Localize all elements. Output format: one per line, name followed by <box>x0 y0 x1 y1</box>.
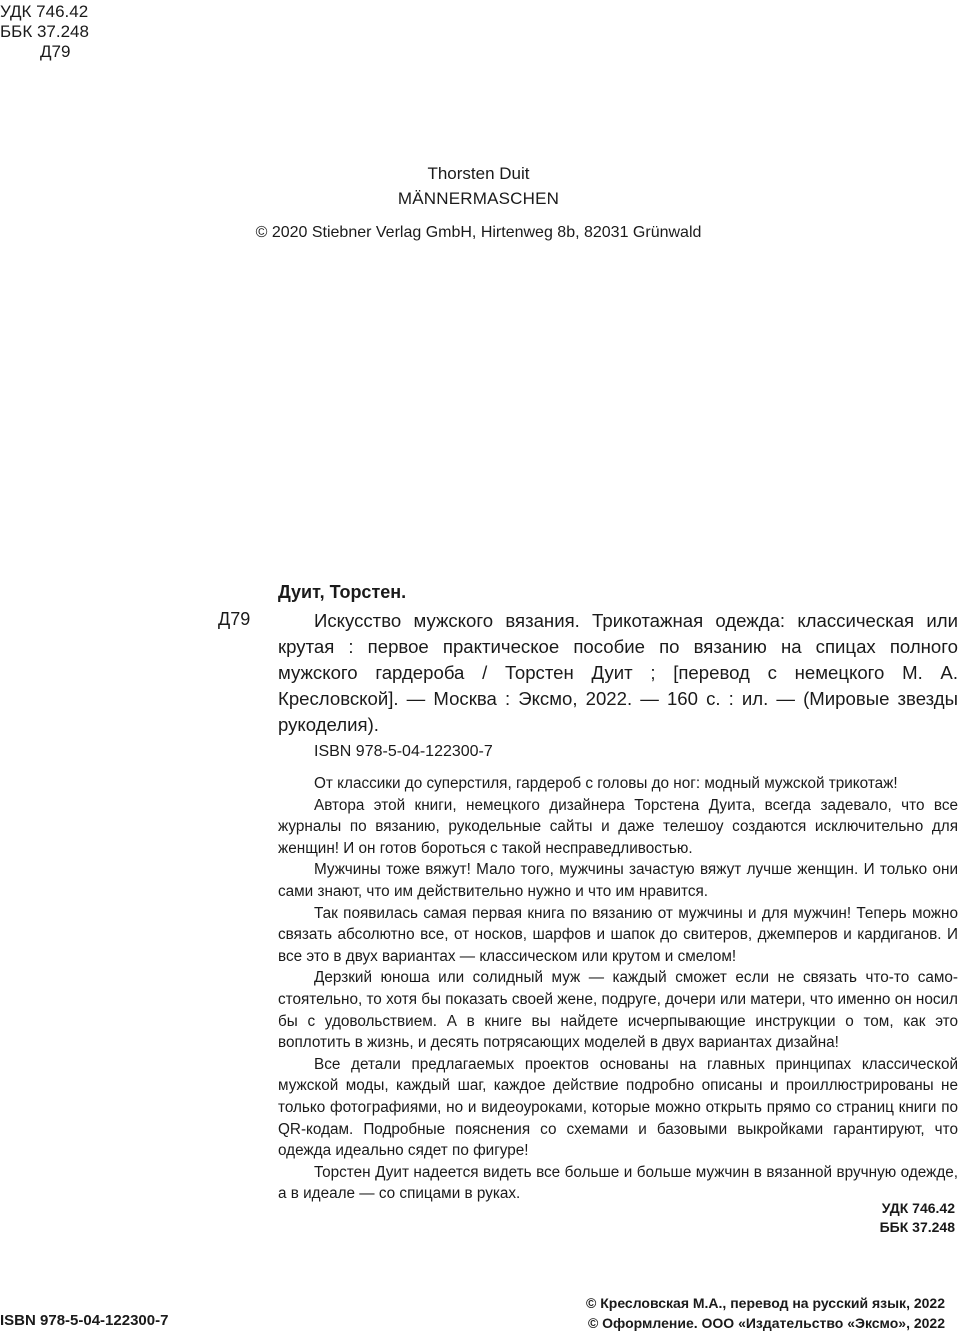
copyright-design: © Оформление. ООО «Издательство «Эксмо», 2022 <box>587 1315 945 1331</box>
classification-codes-bottom <box>880 1199 955 1237</box>
footer-isbn: ISBN 978-5-04-122300-7 <box>0 1312 169 1329</box>
annotation-paragraph: От классики до суперстиля, гардероб с головы до ног: модный мужской трикотаж! <box>314 775 898 792</box>
bib-description: Искусство мужского вязания. Трикотажная одежда: классическая или крутая : первое практическое пособие по вязанию на спицах полного мужского гардероба / Торстен Дуит ; [перевод с немецкого М. А. Кресловской]. — Москва : Эксмо, 2022. — 160 с. : ил. — (Мировые звезды рукоделия). <box>278 610 958 735</box>
annotation-paragraph: Так появилась самая первая книга по вязанию от мужчины и для мужчин! Теперь можно связать абсолютно все, от носков, шарфов и шапок до свитеров, джемперов и кардиганов. И все это в двух вариантах — классическом или крутом и смелом! <box>278 904 958 965</box>
annotation-paragraph: Мужчины тоже вяжут! Мало того, мужчины зачастую вяжут лучше женщин. И только они сами знают, что им действительно нужно и что им нравится. <box>278 861 958 900</box>
bbk-code-bottom: ББК 37.248 <box>879 1219 955 1235</box>
annotation-paragraph: Торстен Дуит надеется видеть все больше и больше мужчин в вязанной вручную одежде, а в идеале — со спицами в руках. <box>278 1163 958 1203</box>
annotation-paragraph: Все детали предлагаемых проектов основаны на главных принципах классической мужской моды, каждый шаг, каждое действие подробно описаны и проиллюстрированы не только фотографиями, но и видеоуроками, которые можно открыть прямо со страниц книги по QR-кодам. Подробные пояснения со схемами и базовыми выкройками гарантируют, что одежда идеально сядет по фигуре! <box>278 1055 958 1160</box>
bib-author-mark: Д79 <box>218 609 251 629</box>
original-author: Thorsten Duit <box>427 164 530 183</box>
annotation <box>278 773 958 1205</box>
udk-code: УДК 746.42 <box>0 2 89 21</box>
bib-author: Дуит, Торстен. <box>278 582 407 602</box>
original-title: MÄNNERMASCHEN <box>397 189 560 208</box>
copyright-translation: © Кресловская М.А., перевод на русский язык, 2022 <box>586 1295 945 1311</box>
author-mark: Д79 <box>40 42 71 61</box>
annotation-paragraph: Дерзкий юноша или солидный муж — каждый сможет если не связать что-то самостоятельно, то хотя бы показать своей жене, подруге, дочери или матери, что именно он носил бы с удовольствием. А в книге вы найдете исчерпывающие инструкции о том, как это воплотить в жизнь, и десять потрясающих моделей в двух вариантах дизайна! <box>278 969 958 1052</box>
bbk-code: ББК 37.248 <box>0 22 89 41</box>
footer-copyrights <box>586 1293 945 1333</box>
classification-block <box>0 2 89 62</box>
original-copyright: © 2020 Stiebner Verlag GmbH, Hirtenweg 8b, 82031 Grünwald <box>255 224 702 241</box>
bib-isbn: ISBN 978-5-04-122300-7 <box>314 743 493 760</box>
udk-code-bottom: УДК 746.42 <box>881 1200 955 1216</box>
annotation-paragraph: Автора этой книги, немецкого дизайнера Торстена Дуита, всегда задевало, что все журналы по вязанию, рукодельные сайты и даже телешоу создаются исключительно для женщин! И он готов бороться с такой несправедливостью. <box>278 796 958 857</box>
